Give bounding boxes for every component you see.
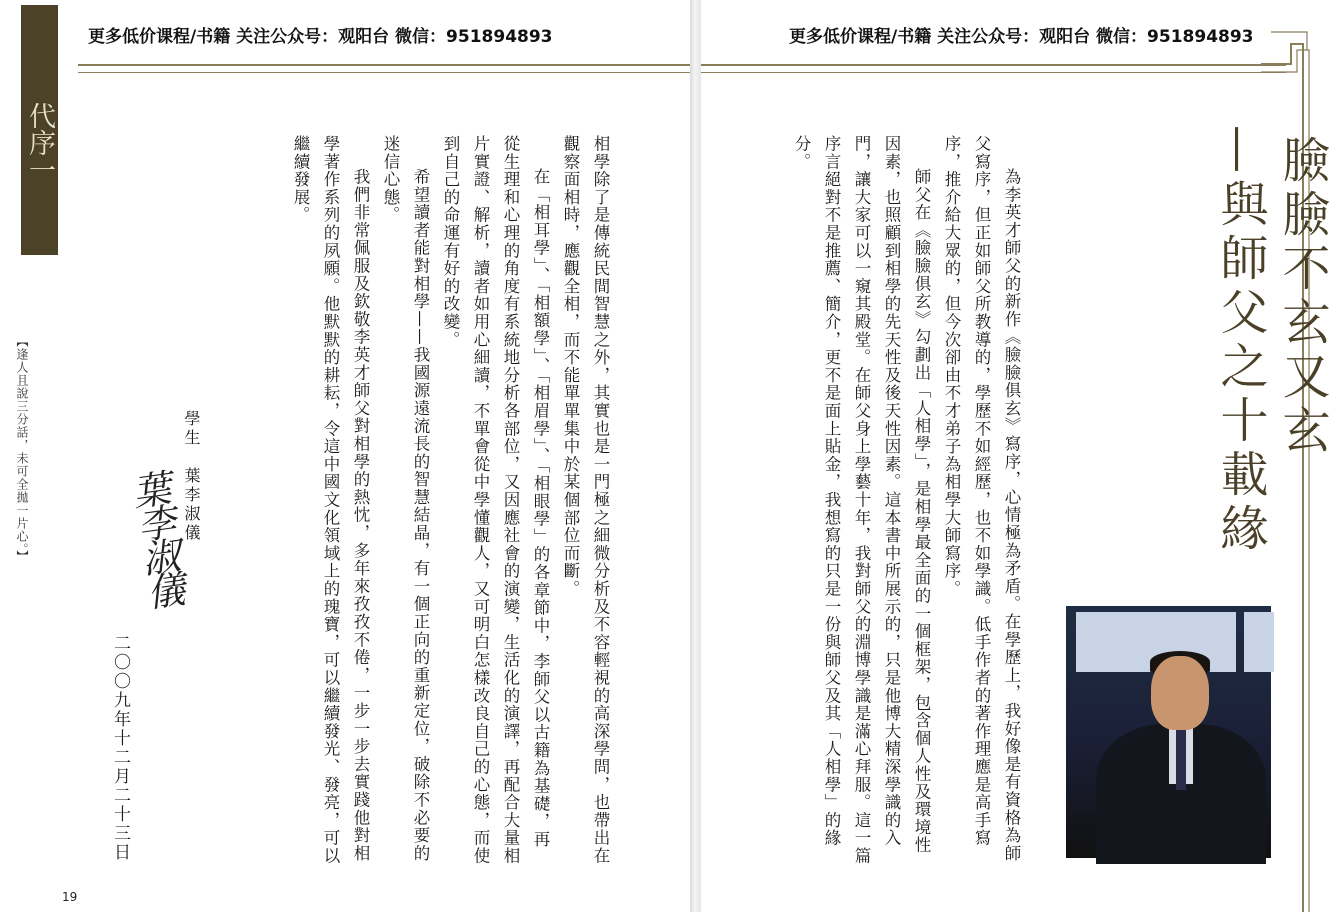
book-gutter (690, 0, 701, 912)
paragraph: 在「相耳學」、「相額學」、「相眉學」、「相眼學」的各章節中，李師父以古籍為基礎，再從生理和心理的角度有系統地分析各部位，又因應社會的演變，生活化的演譯，再配合大量相片實證、解析，讀者如用心細讀，不單會從中學懂觀人，又可明白怎樣改良自己的心態，而使到自己的命運有好的改變。 (441, 135, 550, 865)
paragraph: 希望讀者能對相學——我國源遠流長的智慧結晶，有一個正向的重新定位，破除不必要的迷信心態。 (381, 135, 430, 863)
paragraph: 我們非常佩服及欽敬李英才師父對相學的熱忱，多年來孜孜不倦，一步一步去實踐他對相學著作系列的夙願。他默默的耕耘，令這中國文化領域上的瑰寶，可以繼續發光、發亮，可以繼續發展。 (291, 135, 370, 865)
header-rule-thin (701, 72, 1286, 73)
side-quote: 【逢人且說三分話，未可全拋一片心。】 (15, 335, 29, 563)
header-rule-thin (78, 72, 690, 73)
paragraph: 師父在《臉臉俱玄》勾劃出「人相學」，是相學最全面的一個框架，包含個人性及環境性因素，也照顧到相學的先天性及後天性因素。這本書中所展示的，只是他博大精深學識的入門，讓大家可以一窺其殿堂。在師父身上學藝十年，我對師父的淵博學識是滿心拜服。這一篇序言絕對不是推薦、簡介，更不是面上貼金，我想寫的只是一份與師父及其「人相學」的緣分。 (792, 135, 931, 865)
chapter-title (1209, 125, 1333, 557)
header-rule (78, 64, 690, 66)
paragraph: 相學除了是傳統民間智慧之外，其實也是一門極之細微分析及不容輕視的高深學問，也帶出在觀察面相時，應觀全相，而不能單單集中於某個部位而斷。 (561, 135, 610, 865)
handwritten-signature: 葉李淑儀 (123, 467, 187, 609)
author-photo (1066, 606, 1271, 858)
section-tab: 代序一 (21, 5, 58, 255)
page-number: 19 (62, 890, 78, 904)
paragraph: 為李英才師父的新作《臉臉俱玄》寫序，心情極為矛盾。在學歷上，我好像是有資格為師父寫序，但正如師父所教導的，學歷不如經歷，也不如學識。低手作者的著作理應是高手寫序，推介給大眾的，但今次卻由不才弟子為相學大師寫序。 (942, 135, 1021, 863)
header-rule (701, 64, 1286, 66)
date: 二〇〇九年十二月二十三日 (110, 634, 130, 862)
left-page-header: 更多低价课程/书籍 关注公众号：观阳台 微信：951894893 (88, 27, 553, 47)
right-page-header: 更多低价课程/书籍 关注公众号：观阳台 微信：951894893 (789, 27, 1254, 47)
title-sub: —與師父之十載緣 (1212, 125, 1268, 557)
body-text (786, 135, 1026, 865)
right-page (701, 0, 1330, 912)
signature-name: 學生 葉李淑儀 (182, 410, 201, 543)
title-main: 臉臉不玄又玄 (1274, 135, 1330, 459)
body-text (285, 135, 615, 865)
